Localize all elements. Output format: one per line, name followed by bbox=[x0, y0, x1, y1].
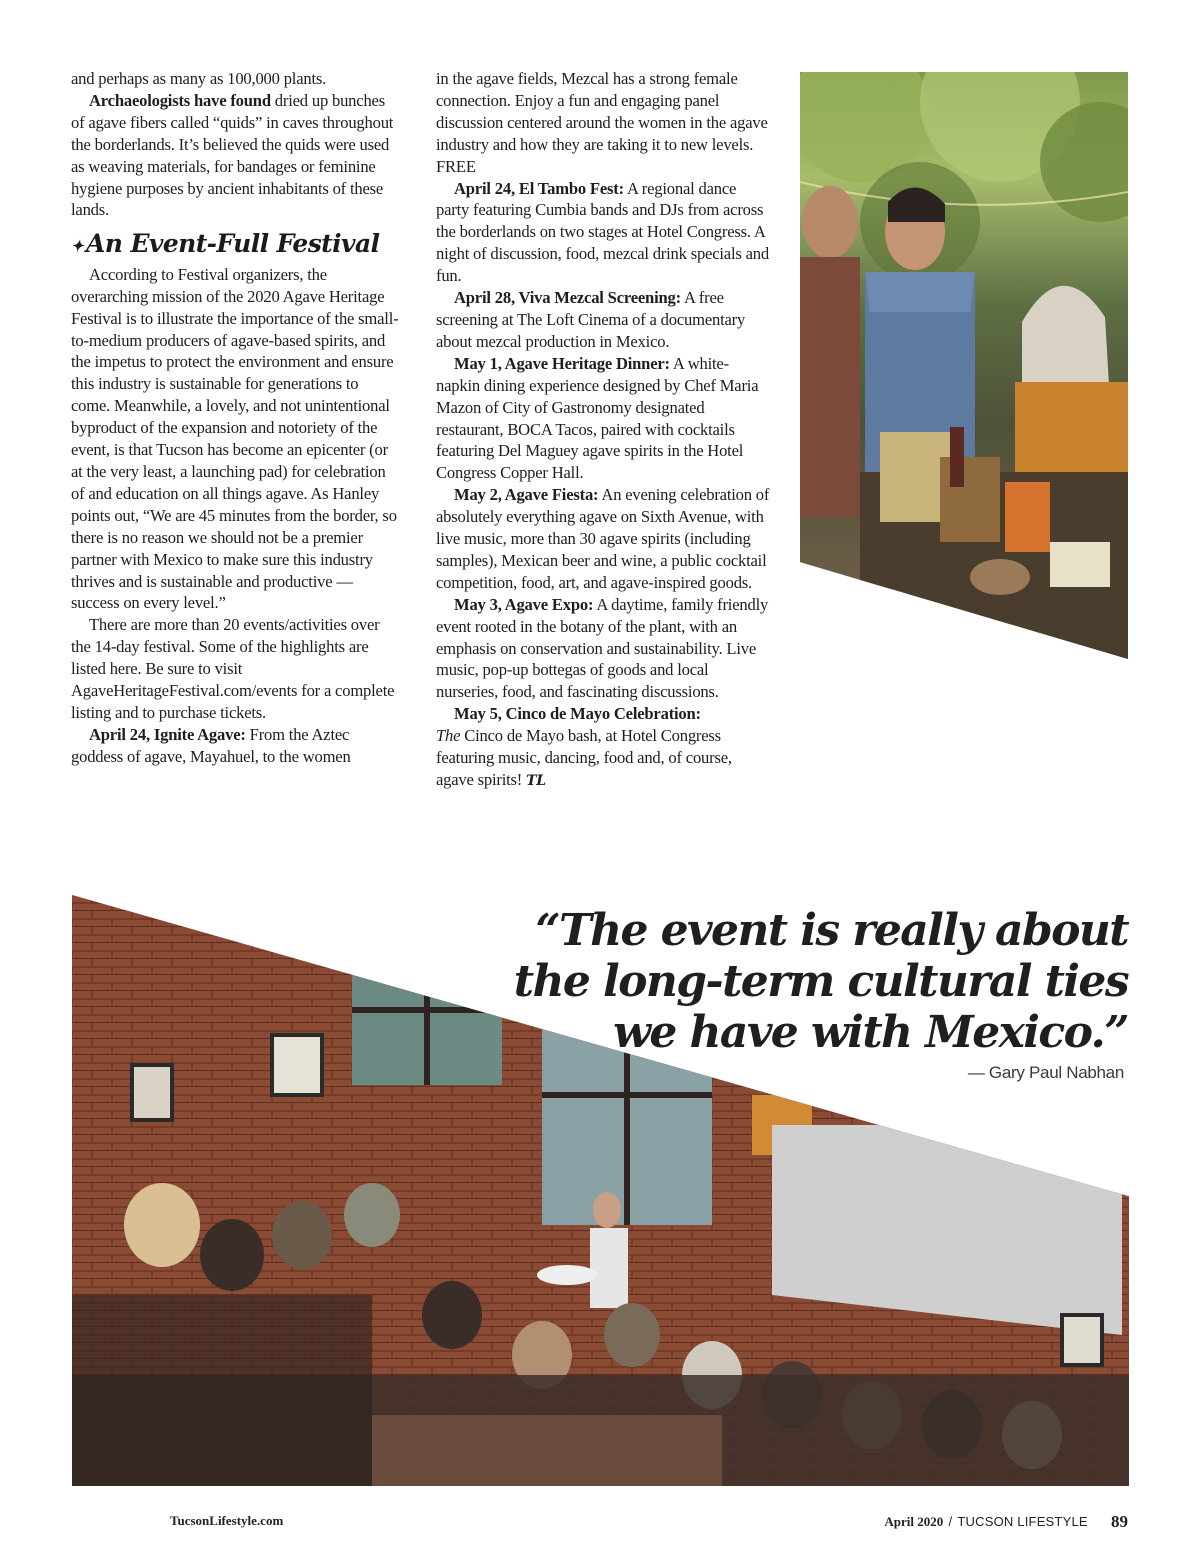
festival-people-photo bbox=[800, 72, 1128, 659]
text-column-left bbox=[71, 68, 401, 768]
end-mark: TL bbox=[526, 773, 546, 789]
paragraph: and perhaps as many as 100,000 plants. bbox=[71, 69, 327, 88]
event-text: An evening celebration of absolutely everything agave on Sixth Avenue, with live music, more than 30 agave spirits (including samples), Mexican beer and wine, a public cocktail competition, food, art, and agave-inspired goods. bbox=[436, 485, 770, 592]
footer-date: April 2020 bbox=[884, 1514, 944, 1529]
section-subhead bbox=[71, 229, 401, 261]
footer-separator: / bbox=[948, 1514, 953, 1529]
paragraph bbox=[71, 724, 401, 768]
event-item bbox=[436, 287, 772, 353]
photo-illustration bbox=[800, 72, 1128, 659]
paragraph: in the agave fields, Mezcal has a strong female connection. Enjoy a fun and engaging panel discussion centered around the women in the agave industry and how they are taking it to new levels. FREE bbox=[436, 69, 768, 176]
footer-website: TucsonLifestyle.com bbox=[170, 1513, 284, 1528]
event-title: April 24, Ignite Agave: bbox=[89, 724, 246, 744]
paragraph: There are more than 20 events/activities over the 14-day festival. Some of the highlights are listed here. Be sure to visit AgaveHeritageFestival.com/events for a complete listing and to purchase tickets. bbox=[71, 615, 395, 722]
event-text: A free screening at The Loft Cinema of a documentary about mezcal production in Mexico. bbox=[436, 288, 746, 351]
event-text: Cinco de Mayo bash, at Hotel Congress featuring music, dancing, food and, of course, agave spirits! bbox=[436, 726, 732, 789]
event-title: May 3, Agave Expo: bbox=[454, 594, 594, 614]
text-column-middle bbox=[436, 68, 772, 793]
footer-folio bbox=[884, 1511, 1128, 1531]
event-item bbox=[436, 703, 772, 793]
event-item bbox=[436, 178, 772, 288]
event-title: May 1, Agave Heritage Dinner: bbox=[454, 353, 670, 373]
pull-quote: “The event is really about the long-term cultural ties we have with Mexico.” bbox=[513, 905, 1128, 1058]
event-title: May 2, Agave Fiesta: bbox=[454, 485, 599, 505]
paragraph-text: dried up bunches of agave fibers called “quids” in caves throughout the borderlands. It’s believed the quids were used as weaving materials, for bandages or feminine hygiene purposes by ancient inhabitants of these lands. bbox=[71, 90, 394, 220]
event-title: May 5, Cinco de Mayo Celebration: bbox=[454, 704, 701, 724]
event-item bbox=[436, 484, 772, 594]
event-text: From the Aztec goddess of agave, Mayahuel, to the women bbox=[71, 724, 351, 766]
event-text: A regional dance party featuring Cumbia bands and DJs from across the borderlands on two stages at Hotel Congress. A night of discussion, food, mezcal drink specials and fun. bbox=[436, 178, 769, 286]
event-item bbox=[436, 353, 772, 484]
event-text: A daytime, family friendly event rooted in the botany of the plant, with an emphasis on conservation and sustainability. Live music, pop-up bottegas of goods and local nurseries, food, and fascinating discussions. bbox=[436, 594, 769, 702]
paragraph bbox=[71, 90, 401, 221]
star-ornament-icon: ✦ bbox=[71, 236, 83, 255]
event-item bbox=[436, 594, 772, 704]
pull-quote-attribution: — Gary Paul Nabhan bbox=[967, 1063, 1124, 1082]
subhead-text: An Event-Full Festival bbox=[85, 229, 380, 259]
paragraph: According to Festival organizers, the overarching mission of the 2020 Agave Heritage Festival is to illustrate the importance of the small-to-medium producers of agave-based spirits, and the impetus to protect the environment and ensure this industry is sustainable for generations to come. Meanwhile, a lovely, and not unintentional byproduct of the expansion and notoriety of the event, is that Tucson has become an epicenter (or at the very least, a launching pad) for celebration of and education on all things agave. As Hanley points out, “We are 45 minutes from the border, so there is no reason we should not be a premier partner with Mexico to make sure this industry thrives and is sustainable and productive — success on every level.” bbox=[71, 264, 399, 613]
event-text: A white-napkin dining experience designed by Chef Maria Mazon of City of Gastronomy designated restaurant, BOCA Tacos, paired with cocktails featuring Del Maguey agave spirits in the Hotel Congress Copper Hall. bbox=[436, 353, 759, 483]
italic-word: The bbox=[436, 726, 461, 746]
footer-magazine-name: TUCSON LIFESTYLE bbox=[957, 1514, 1088, 1529]
lead-in: Archaeologists have found bbox=[89, 90, 271, 110]
page-number: 89 bbox=[1111, 1512, 1128, 1531]
event-title: April 28, Viva Mezcal Screening: bbox=[454, 288, 681, 308]
event-title: April 24, El Tambo Fest: bbox=[454, 178, 624, 198]
